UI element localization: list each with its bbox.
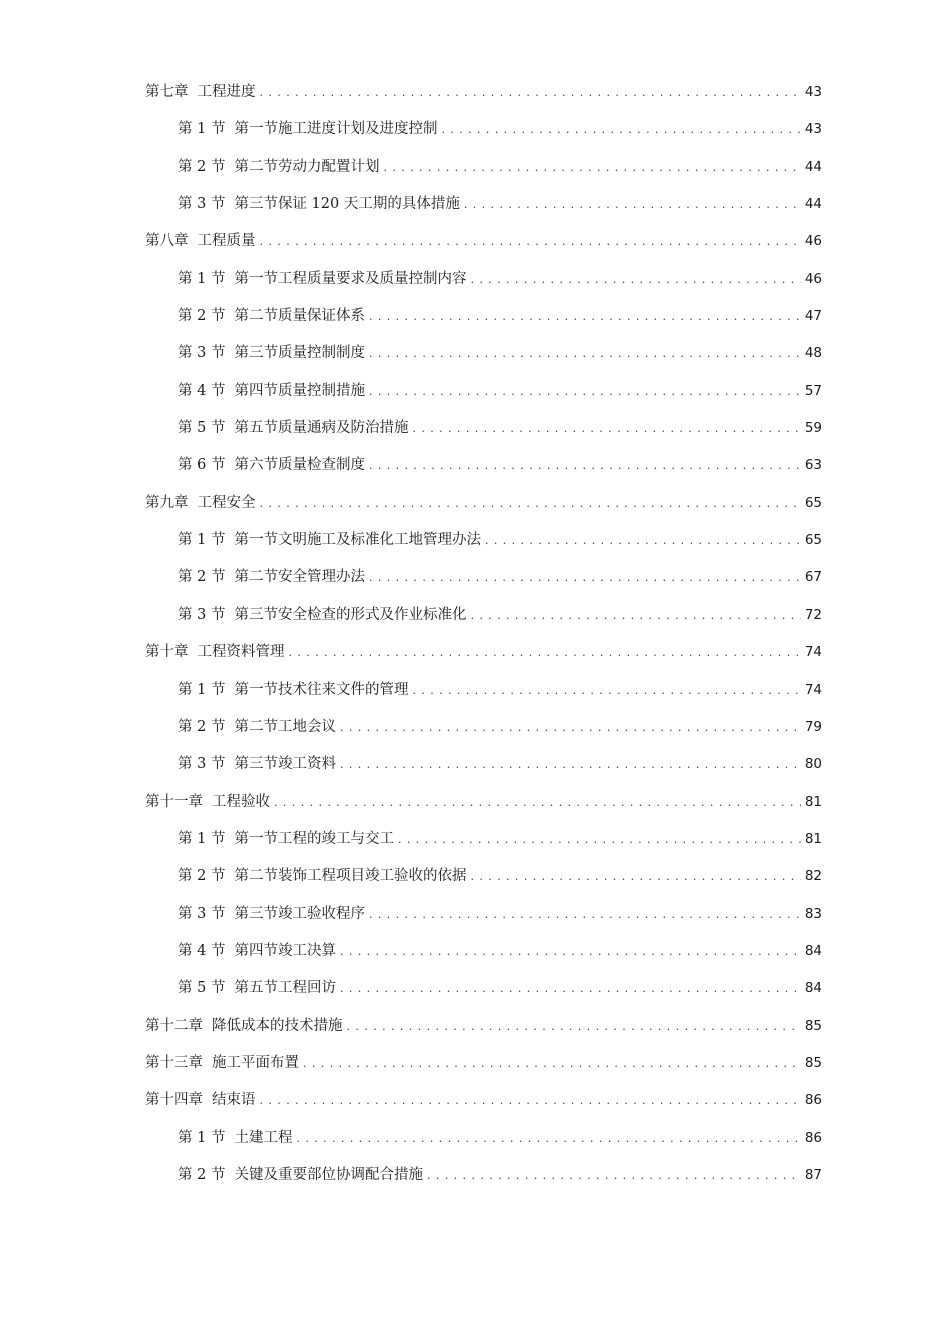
toc-entry-title: 第三节质量控制制度 xyxy=(234,345,365,362)
dot-leader xyxy=(296,1120,800,1157)
dot-leader xyxy=(340,746,801,783)
dot-leader xyxy=(303,1045,801,1082)
dot-leader xyxy=(369,335,801,372)
toc-entry-page-number: 48 xyxy=(804,345,822,362)
toc-chapter-entry[interactable] xyxy=(0,74,950,111)
dot-leader xyxy=(470,597,800,634)
toc-entry-number: 第 2 节 xyxy=(178,569,226,586)
toc-entry-title: 工程资料管理 xyxy=(197,644,285,661)
toc-entry-page-number: 65 xyxy=(804,532,822,549)
toc-entry-title: 第五节工程回访 xyxy=(234,980,336,997)
dot-leader xyxy=(470,858,800,895)
toc-section-entry[interactable] xyxy=(0,298,950,335)
toc-section-entry[interactable] xyxy=(0,933,950,970)
toc-entry-page-number: 74 xyxy=(804,644,822,661)
dot-leader xyxy=(260,223,801,260)
toc-section-entry[interactable] xyxy=(0,186,950,223)
toc-entry-number: 第 3 节 xyxy=(178,606,226,623)
toc-entry-number: 第十章 xyxy=(145,644,189,661)
toc-entry-page-number: 81 xyxy=(804,830,822,847)
toc-entry-number: 第 5 节 xyxy=(178,980,226,997)
dot-leader xyxy=(470,261,800,298)
toc-entry-page-number: 46 xyxy=(804,270,822,287)
toc-entry-title: 第六节质量检查制度 xyxy=(234,457,365,474)
toc-entry-number: 第 3 节 xyxy=(178,196,226,213)
dot-leader xyxy=(369,298,801,335)
toc-entry-number: 第 5 节 xyxy=(178,420,226,437)
dot-leader xyxy=(369,373,801,410)
dot-leader xyxy=(260,74,801,111)
toc-entry-page-number: 63 xyxy=(804,457,822,474)
toc-entry-page-number: 59 xyxy=(804,420,822,437)
toc-entry-number: 第 6 节 xyxy=(178,457,226,474)
toc-entry-page-number: 46 xyxy=(804,233,822,250)
toc-entry-title: 第三节保证 120 天工期的具体措施 xyxy=(234,196,460,213)
toc-entry-title: 第二节质量保证体系 xyxy=(234,308,365,325)
toc-entry-number: 第 4 节 xyxy=(178,942,226,959)
toc-entry-number: 第 3 节 xyxy=(178,756,226,773)
toc-entry-title: 第五节质量通病及防治措施 xyxy=(234,420,409,437)
toc-entry-number: 第 2 节 xyxy=(178,158,226,175)
toc-section-entry[interactable] xyxy=(0,522,950,559)
toc-section-entry[interactable] xyxy=(0,335,950,372)
dot-leader xyxy=(289,634,801,671)
toc-entry-page-number: 84 xyxy=(804,942,822,959)
toc-entry-number: 第 2 节 xyxy=(178,718,226,735)
toc-entry-title: 第一节工程质量要求及质量控制内容 xyxy=(234,270,467,287)
toc-entry-page-number: 47 xyxy=(804,308,822,325)
toc-entry-number: 第 3 节 xyxy=(178,345,226,362)
toc-entry-title: 第二节劳动力配置计划 xyxy=(234,158,380,175)
toc-entry-page-number: 44 xyxy=(804,158,822,175)
toc-entry-title: 第一节工程的竣工与交工 xyxy=(234,830,394,847)
dot-leader xyxy=(340,709,801,746)
toc-section-entry[interactable] xyxy=(0,410,950,447)
toc-entry-number: 第 1 节 xyxy=(178,532,226,549)
toc-chapter-entry[interactable] xyxy=(0,485,950,522)
toc-section-entry[interactable] xyxy=(0,896,950,933)
toc-entry-page-number: 72 xyxy=(804,606,822,623)
toc-entry-number: 第 1 节 xyxy=(178,270,226,287)
toc-entry-number: 第 1 节 xyxy=(178,681,226,698)
toc-section-entry[interactable] xyxy=(0,746,950,783)
toc-entry-number: 第十一章 xyxy=(145,793,203,810)
toc-section-entry[interactable] xyxy=(0,149,950,186)
dot-leader xyxy=(369,447,801,484)
toc-entry-number: 第 1 节 xyxy=(178,830,226,847)
toc-entry-title: 第三节竣工资料 xyxy=(234,756,336,773)
toc-section-entry[interactable] xyxy=(0,559,950,596)
toc-section-entry[interactable] xyxy=(0,821,950,858)
toc-entry-number: 第 2 节 xyxy=(178,308,226,325)
toc-entry-page-number: 80 xyxy=(804,756,822,773)
toc-entry-page-number: 65 xyxy=(804,494,822,511)
toc-section-entry[interactable] xyxy=(0,1157,950,1194)
toc-entry-page-number: 43 xyxy=(804,121,822,138)
toc-entry-title: 第一节文明施工及标准化工地管理办法 xyxy=(234,532,481,549)
toc-entry-number: 第 3 节 xyxy=(178,905,226,922)
toc-section-entry[interactable] xyxy=(0,373,950,410)
toc-section-entry[interactable] xyxy=(0,597,950,634)
toc-chapter-entry[interactable] xyxy=(0,784,950,821)
dot-leader xyxy=(347,1008,801,1045)
dot-leader xyxy=(441,111,800,148)
toc-entry-page-number: 85 xyxy=(804,1017,822,1034)
toc-entry-title: 关键及重要部位协调配合措施 xyxy=(234,1166,423,1183)
toc-entry-number: 第八章 xyxy=(145,233,189,250)
toc-section-entry[interactable] xyxy=(0,447,950,484)
toc-entry-title: 工程进度 xyxy=(197,84,256,100)
toc-chapter-entry[interactable] xyxy=(0,1008,950,1045)
toc-entry-page-number: 81 xyxy=(804,793,822,810)
toc-entry-title: 工程质量 xyxy=(197,233,256,250)
toc-entry-number: 第十三章 xyxy=(145,1054,203,1071)
dot-leader xyxy=(340,933,801,970)
toc-entry-number: 第十二章 xyxy=(145,1017,203,1034)
toc-entry-page-number: 83 xyxy=(804,905,822,922)
toc-section-entry[interactable] xyxy=(0,1120,950,1157)
toc-entry-page-number: 86 xyxy=(804,1092,822,1109)
toc-entry-number: 第七章 xyxy=(145,84,189,100)
dot-leader xyxy=(260,1082,801,1119)
toc-entry-page-number: 44 xyxy=(804,196,822,213)
dot-leader xyxy=(464,186,801,223)
toc-entry-page-number: 84 xyxy=(804,980,822,997)
toc-section-entry[interactable] xyxy=(0,672,950,709)
toc-entry-page-number: 82 xyxy=(804,868,822,885)
toc-entry-title: 第二节工地会议 xyxy=(234,718,336,735)
dot-leader xyxy=(369,559,801,596)
toc-entry-title: 工程安全 xyxy=(197,494,256,511)
toc-entry-title: 施工平面布置 xyxy=(212,1054,299,1071)
toc-entry-number: 第 1 节 xyxy=(178,1129,226,1146)
toc-entry-title: 第三节竣工验收程序 xyxy=(234,905,365,922)
toc-entry-title: 工程验收 xyxy=(212,793,270,810)
toc-chapter-entry[interactable] xyxy=(0,223,950,260)
toc-entry-title: 第二节装饰工程项目竣工验收的依据 xyxy=(234,868,467,885)
toc-entry-number: 第 4 节 xyxy=(178,382,226,399)
dot-leader xyxy=(274,784,801,821)
toc-entry-number: 第九章 xyxy=(145,494,189,511)
toc-section-entry[interactable] xyxy=(0,261,950,298)
dot-leader xyxy=(398,821,801,858)
toc-section-entry[interactable] xyxy=(0,858,950,895)
dot-leader xyxy=(383,149,800,186)
toc-entry-number: 第 2 节 xyxy=(178,1166,226,1183)
toc-entry-page-number: 79 xyxy=(804,718,822,735)
toc-entry-title: 降低成本的技术措施 xyxy=(212,1017,343,1034)
table-of-contents xyxy=(0,74,950,1194)
toc-chapter-entry[interactable] xyxy=(0,1045,950,1082)
toc-entry-page-number: 86 xyxy=(804,1129,822,1146)
toc-entry-title: 第四节质量控制措施 xyxy=(234,382,365,399)
toc-entry-number: 第 1 节 xyxy=(178,121,226,138)
toc-entry-title: 第一节施工进度计划及进度控制 xyxy=(234,121,438,138)
dot-leader xyxy=(427,1157,801,1194)
dot-leader xyxy=(369,896,801,933)
dot-leader xyxy=(412,410,800,447)
toc-entry-title: 第四节竣工决算 xyxy=(234,942,336,959)
toc-entry-title: 第二节安全管理办法 xyxy=(234,569,365,586)
toc-entry-page-number: 57 xyxy=(804,382,822,399)
toc-entry-page-number: 87 xyxy=(804,1166,822,1183)
dot-leader xyxy=(340,970,801,1007)
toc-entry-page-number: 67 xyxy=(804,569,822,586)
toc-section-entry[interactable] xyxy=(0,709,950,746)
dot-leader xyxy=(412,672,800,709)
dot-leader xyxy=(485,522,801,559)
toc-entry-page-number: 85 xyxy=(804,1054,822,1071)
toc-entry-page-number: 74 xyxy=(804,681,822,698)
toc-section-entry[interactable] xyxy=(0,111,950,148)
toc-entry-number: 第 2 节 xyxy=(178,868,226,885)
toc-chapter-entry[interactable] xyxy=(0,634,950,671)
toc-entry-title: 第三节安全检查的形式及作业标准化 xyxy=(234,606,467,623)
toc-entry-title: 土建工程 xyxy=(234,1129,293,1146)
toc-section-entry[interactable] xyxy=(0,970,950,1007)
dot-leader xyxy=(260,485,801,522)
toc-chapter-entry[interactable] xyxy=(0,1082,950,1119)
toc-entry-number: 第十四章 xyxy=(145,1092,203,1109)
toc-entry-title: 结束语 xyxy=(212,1092,256,1109)
toc-entry-title: 第一节技术往来文件的管理 xyxy=(234,681,409,698)
toc-entry-page-number: 43 xyxy=(804,84,822,100)
